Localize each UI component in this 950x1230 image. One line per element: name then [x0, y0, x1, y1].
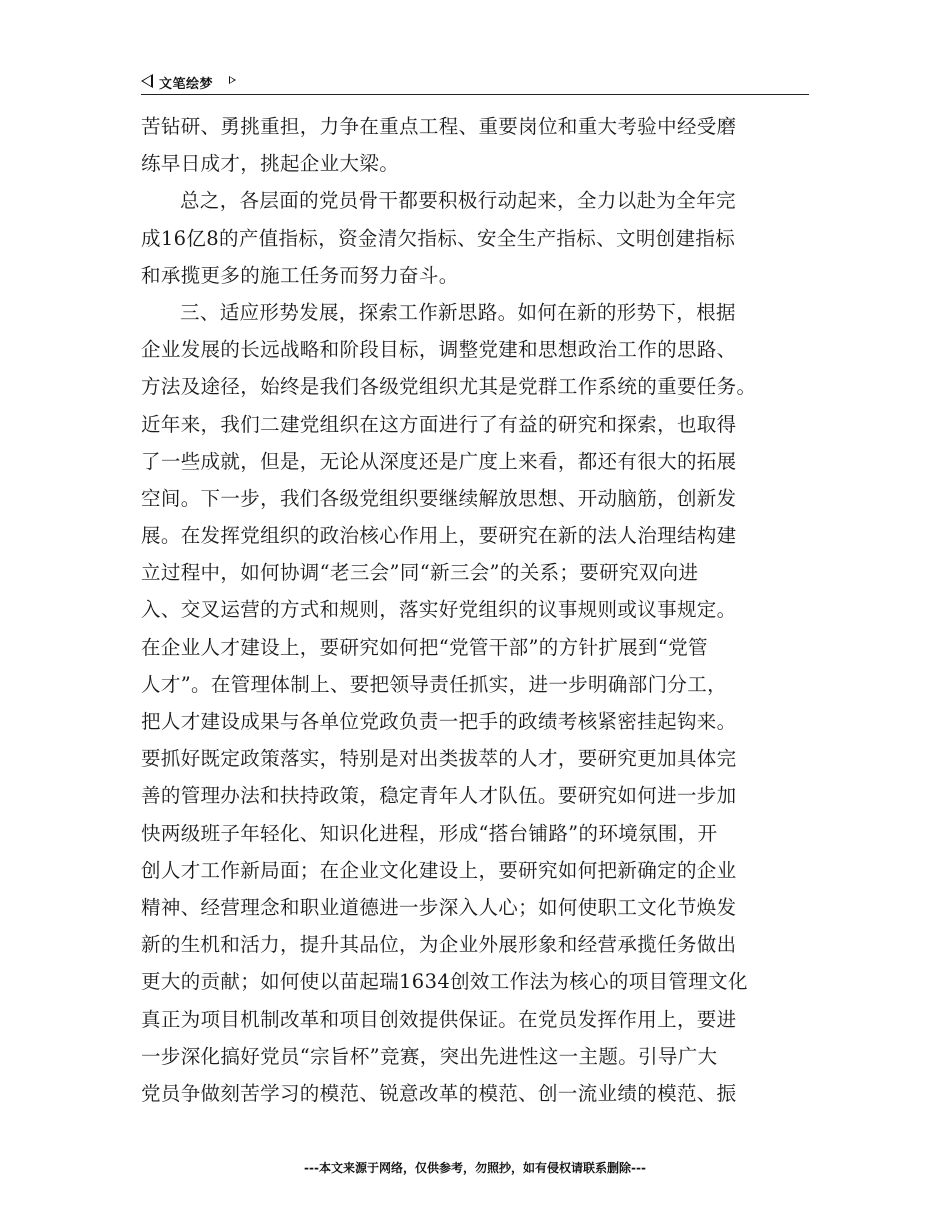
text-line: 快两级班子年轻化、知识化进程，形成“搭台铺路”的环境氛围，开 — [141, 821, 718, 845]
text-line: 党员争做刻苦学习的模范、锐意改革的模范、创一流业绩的模范、振 — [141, 1081, 737, 1105]
text-line: 善的管理办法和扶持政策，稳定青年人才队伍。要研究如何进一步加 — [141, 784, 737, 808]
text-line: 把人才建设成果与各单位党政负责一把手的政绩考核紧密挂起钩来。 — [141, 710, 737, 733]
text-line: 更大的贡献；如何使以苗起瑞1634创效工作法为核心的项目管理文化 — [141, 970, 748, 994]
header-brand: 文笔绘梦 — [159, 77, 214, 92]
text-line: 精神、经营理念和职业道德进一步深入人心；如何使职工文化节焕发 — [141, 895, 737, 919]
text-line: 和承揽更多的施工任务而努力奋斗。 — [141, 263, 459, 287]
text-line: 成16亿8的产值指标，资金清欠指标、安全生产指标、文明创建指标 — [141, 226, 736, 250]
text-line: 一步深化搞好党员“宗旨杯”竞赛，突出先进性这一主题。引导广大 — [141, 1044, 718, 1068]
paragraph-start-line: 总之，各层面的党员骨干都要积极行动起来，全力以赴为全年完 — [180, 189, 736, 213]
text-line: 展。在发挥党组织的政治核心作用上，要研究在新的法人治理结构建 — [141, 524, 737, 548]
text-line: 空间。下一步，我们各级党组织要继续解放思想、开动脑筋，创新发 — [141, 486, 737, 510]
document-body — [141, 108, 809, 1112]
text-line: 真正为项目机制改革和项目创效提供保证。在党员发挥作用上，要进 — [141, 1007, 737, 1031]
footer-notice: ---本文来源于网络，仅供参考，勿照抄，如有侵权请联系删除--- — [304, 1161, 646, 1175]
text-line: 企业发展的长远战略和阶段目标，调整党建和思想政治工作的思路、 — [141, 338, 737, 362]
page-header — [141, 72, 809, 95]
text-line: 新的生机和活力，提升其品位，为企业外展形象和经营承揽任务做出 — [141, 933, 737, 957]
paragraph-start-line: 三、适应形势发展，探索工作新思路。如何在新的形势下，根据 — [180, 300, 736, 324]
text-line: 立过程中，如何协调“老三会”同“新三会”的关系；要研究双向进 — [141, 561, 699, 585]
triangle-right-icon — [229, 76, 236, 84]
text-line: 在企业人才建设上，要研究如何把“党管干部”的方针扩展到“党管 — [141, 635, 708, 659]
text-line: 入、交叉运营的方式和规则，落实好党组织的议事规则或议事规定。 — [141, 598, 737, 622]
text-line: 近年来，我们二建党组织在这方面进行了有益的研究和探索，也取得 — [141, 412, 737, 436]
text-line: 要抓好既定政策落实，特别是对出类拔萃的人才，要研究更加具体完 — [141, 747, 737, 771]
text-line: 了一些成就，但是，无论从深度还是广度上来看，都还有很大的拓展 — [141, 449, 737, 473]
text-line: 创人才工作新局面；在企业文化建设上，要研究如何把新确定的企业 — [141, 858, 737, 882]
text-line: 练早日成才，挑起企业大梁。 — [141, 152, 400, 176]
text-line: 人才”。在管理体制上、要把领导责任抓实，进一步明确部门分工， — [141, 672, 727, 696]
text-line: 方法及途径，始终是我们各级党组织尤其是党群工作系统的重要任务。 — [141, 375, 757, 399]
triangle-left-icon — [141, 74, 153, 88]
text-line: 苦钻研、勇挑重担，力争在重点工程、重要岗位和重大考验中经受磨 — [141, 115, 737, 138]
